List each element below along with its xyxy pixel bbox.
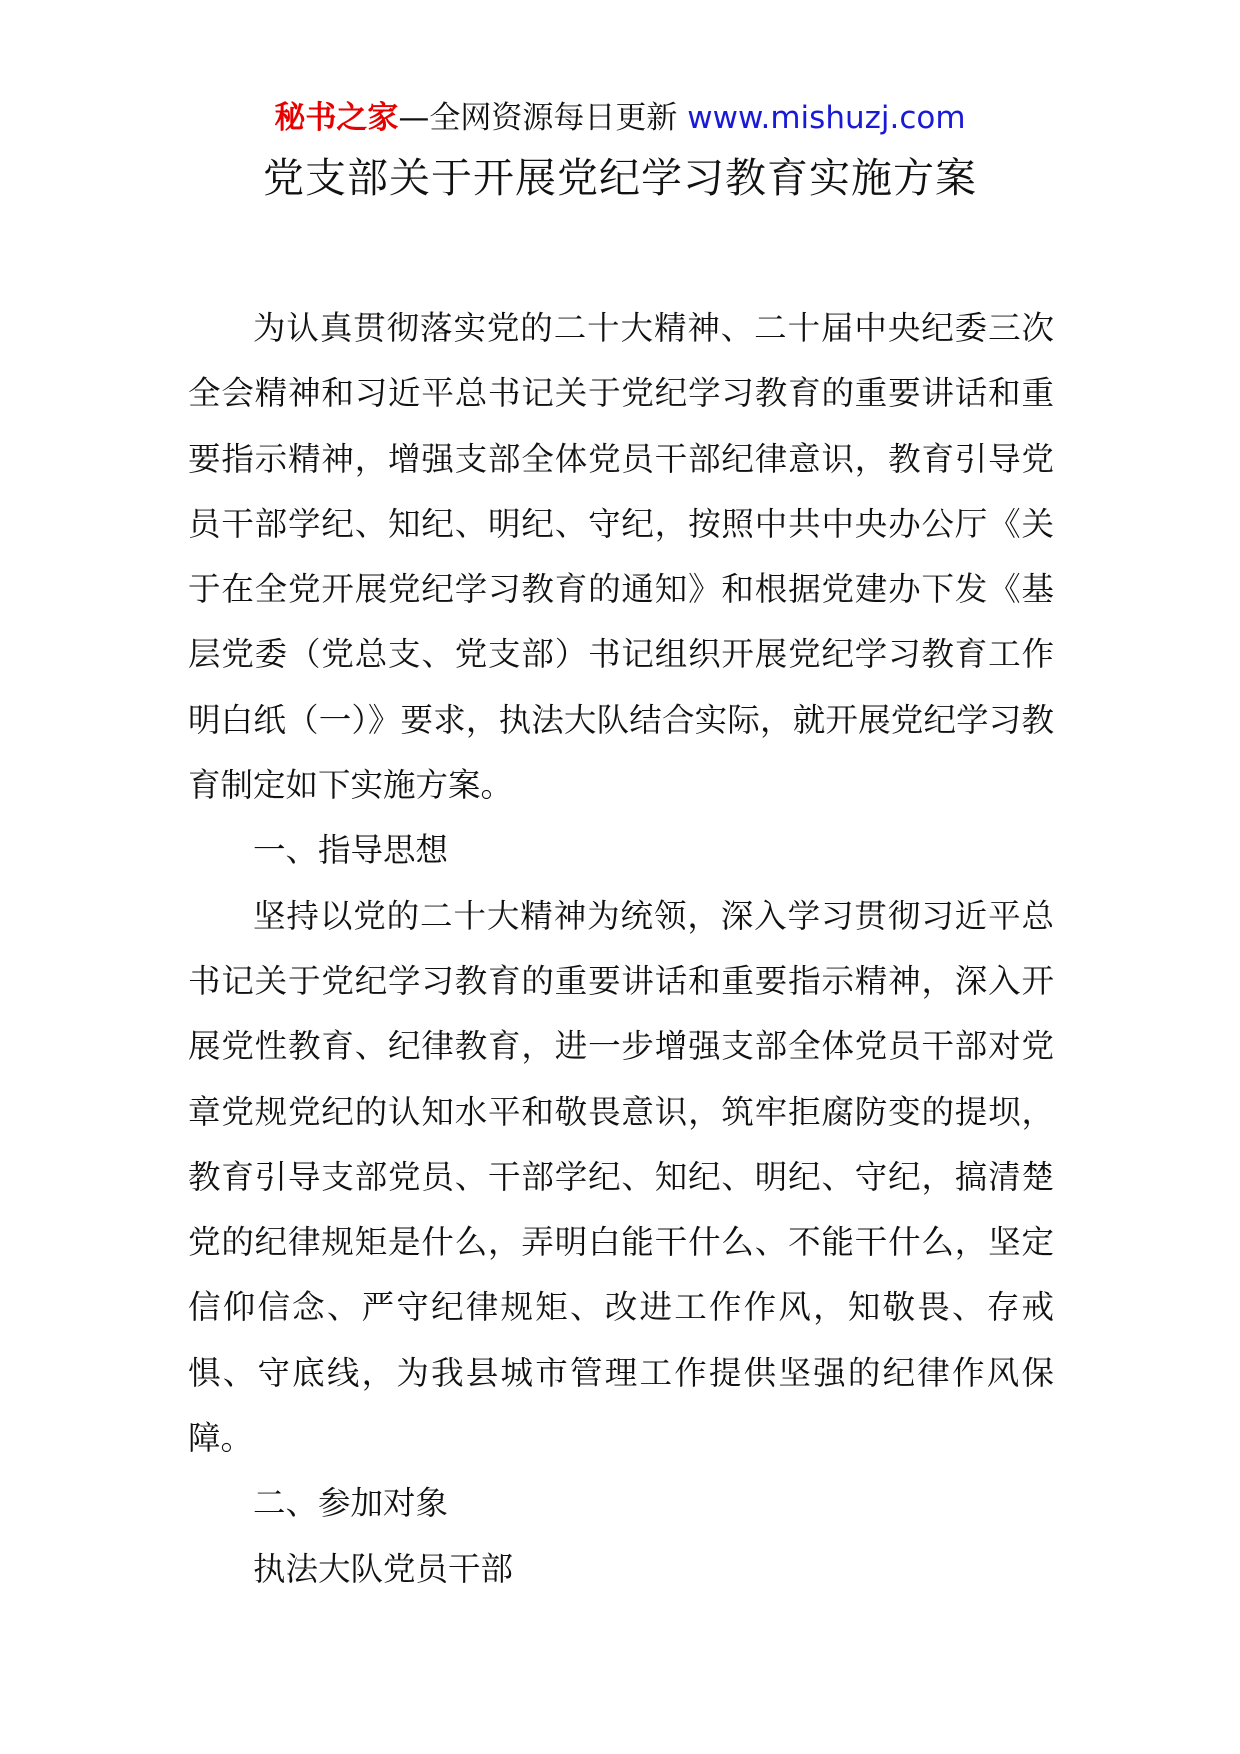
guiding-ideology-paragraph: 坚持以党的二十大精神为统领，深入学习贯彻习近平总书记关于党纪学习教育的重要讲话和重要指示精神，深入开展党性教育、纪律教育，进一步增强支部全体党员干部对党章党规党纪的认知水平和敬畏意识，筑牢拒腐防变的提坝，教育引导支部党员、干部学纪、知纪、明纪、守纪，搞清楚党的纪律规矩是什么，弄明白能干什么、不能干什么，坚定信仰信念、严守纪律规矩、改进工作作风，知敬畏、存戒惧、守底线，为我县城市管理工作提供坚强的纪律作风保障。	[188, 896, 1054, 1458]
section-heading-guiding-ideology: 一、指导思想	[253, 831, 449, 870]
site-url-link[interactable]: www.mishuzj.com	[687, 100, 966, 136]
document-body	[188, 296, 1054, 1602]
participants-paragraph: 执法大队党员干部	[253, 1549, 514, 1588]
intro-paragraph: 为认真贯彻落实党的二十大精神、二十届中央纪委三次全会精神和习近平总书记关于党纪学习教育的重要讲话和重要指示精神，增强支部全体党员干部纪律意识，教育引导党员干部学纪、知纪、明纪、守纪，按照中共中央办公厅《关于在全党开展党纪学习教育的通知》和根据党建办下发《基层党委（党总支、党支部）书记组织开展党纪学习教育工作明白纸（一）》要求，执法大队结合实际，就开展党纪学习教育制定如下实施方案。	[188, 309, 1054, 805]
document-title: 党支部关于开展党纪学习教育实施方案	[263, 154, 977, 202]
site-name: 秘书之家	[274, 100, 399, 136]
site-slogan: —全网资源每日更新	[398, 100, 688, 136]
section-heading-participants: 二、参加对象	[253, 1484, 449, 1523]
site-header	[0, 98, 1240, 138]
